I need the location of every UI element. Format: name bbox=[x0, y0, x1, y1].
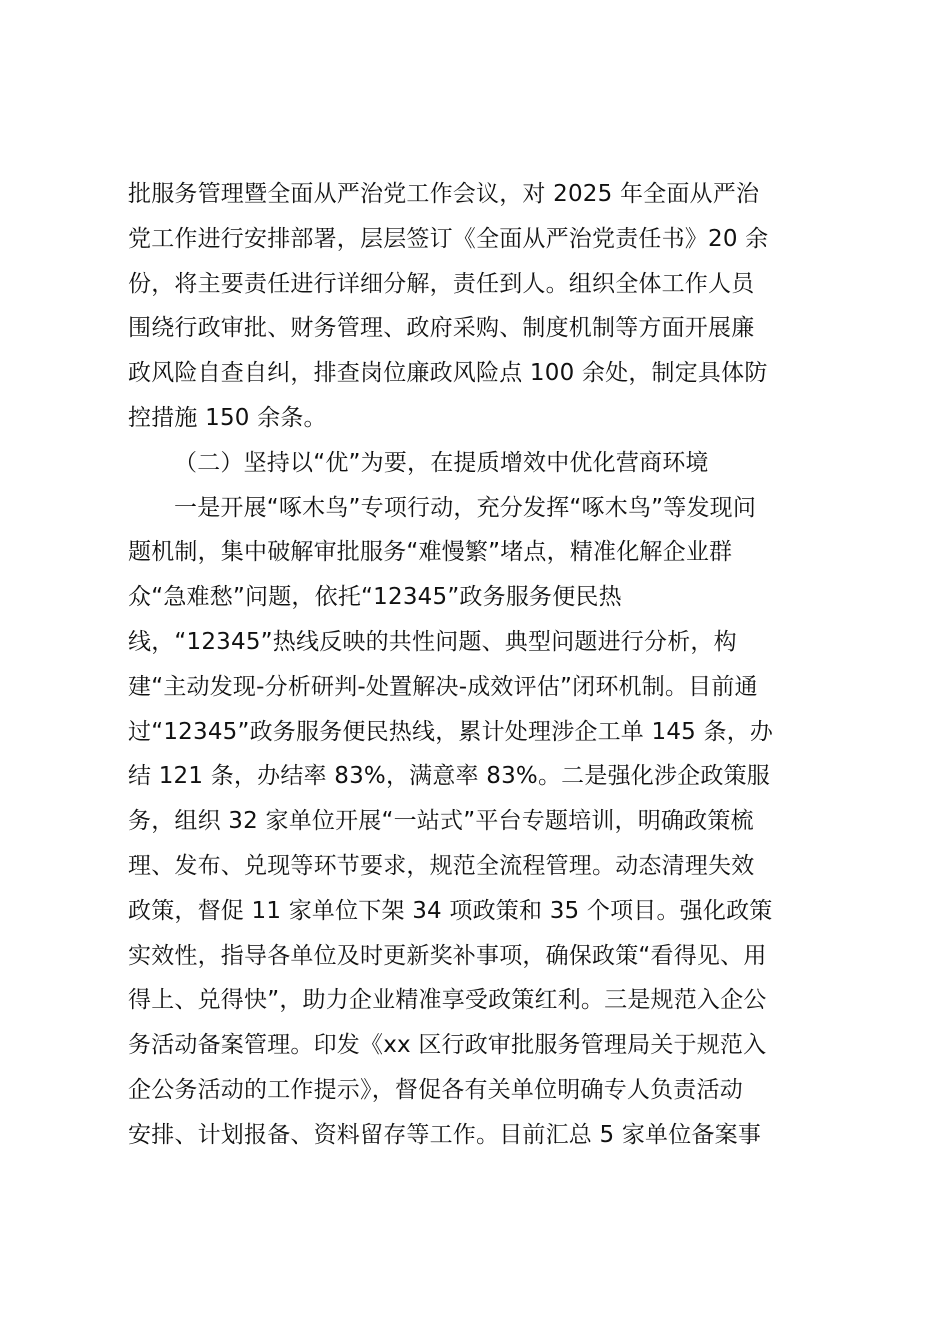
paragraph-line: 企公务活动的工作提示》，督促各有关单位明确专人负责活动 bbox=[128, 1076, 743, 1103]
paragraph-line: 份，将主要责任进行详细分解，责任到人。组织全体工作人员 bbox=[128, 270, 755, 297]
paragraph-line: 安排、计划报备、资料留存等工作。目前汇总 5 家单位备案事 bbox=[128, 1121, 762, 1148]
paragraph-line: 线，“12345”热线反映的共性问题、典型问题进行分析，构 bbox=[128, 628, 737, 655]
paragraph-line: 理、发布、兑现等环节要求，规范全流程管理。动态清理失效 bbox=[128, 852, 755, 879]
paragraph-line: 实效性，指导各单位及时更新奖补事项，确保政策“看得见、用 bbox=[128, 942, 767, 969]
paragraph-line: 政策，督促 11 家单位下架 34 项政策和 35 个项目。强化政策 bbox=[128, 897, 773, 924]
section-heading: （二）坚持以“优”为要，在提质增效中优化营商环境 bbox=[174, 449, 709, 476]
paragraph-line: 一是开展“啄木鸟”专项行动，充分发挥“啄木鸟”等发现问 bbox=[174, 494, 757, 521]
paragraph-line: 得上、兑得快”，助力企业精准享受政策红利。三是规范入企公 bbox=[128, 987, 767, 1014]
paragraph-line: 务，组织 32 家单位开展“一站式”平台专题培训，明确政策梳 bbox=[128, 808, 754, 835]
paragraph-line: 建“主动发现-分析研判-处置解决-成效评估”闭环机制。目前通 bbox=[128, 673, 758, 700]
paragraph-line: 批服务管理暨全面从严治党工作会议，对 2025 年全面从严治 bbox=[128, 181, 760, 207]
paragraph-line: 党工作进行安排部署，层层签订《全面从严治党责任书》20 余 bbox=[128, 225, 769, 252]
paragraph-line: 控措施 150 余条。 bbox=[128, 404, 327, 431]
body-text bbox=[128, 172, 832, 1158]
paragraph-line: 围绕行政审批、财务管理、政府采购、制度机制等方面开展廉 bbox=[128, 315, 755, 342]
paragraph-line: 结 121 条，办结率 83%，满意率 83%。二是强化涉企政策服 bbox=[128, 763, 770, 790]
paragraph-line: 题机制，集中破解审批服务“难慢繁”堵点，精准化解企业群 bbox=[128, 539, 733, 566]
paragraph-line: 众“急难愁”问题，依托“12345”政务服务便民热 bbox=[128, 584, 622, 611]
paragraph-line: 务活动备案管理。印发《xx 区行政审批服务管理局关于规范入 bbox=[128, 1032, 767, 1059]
paragraph-line: 过“12345”政务服务便民热线，累计处理涉企工单 145 条，办 bbox=[128, 718, 774, 745]
paragraph-line: 政风险自查自纠，排查岗位廉政风险点 100 余处，制定具体防 bbox=[128, 360, 768, 387]
